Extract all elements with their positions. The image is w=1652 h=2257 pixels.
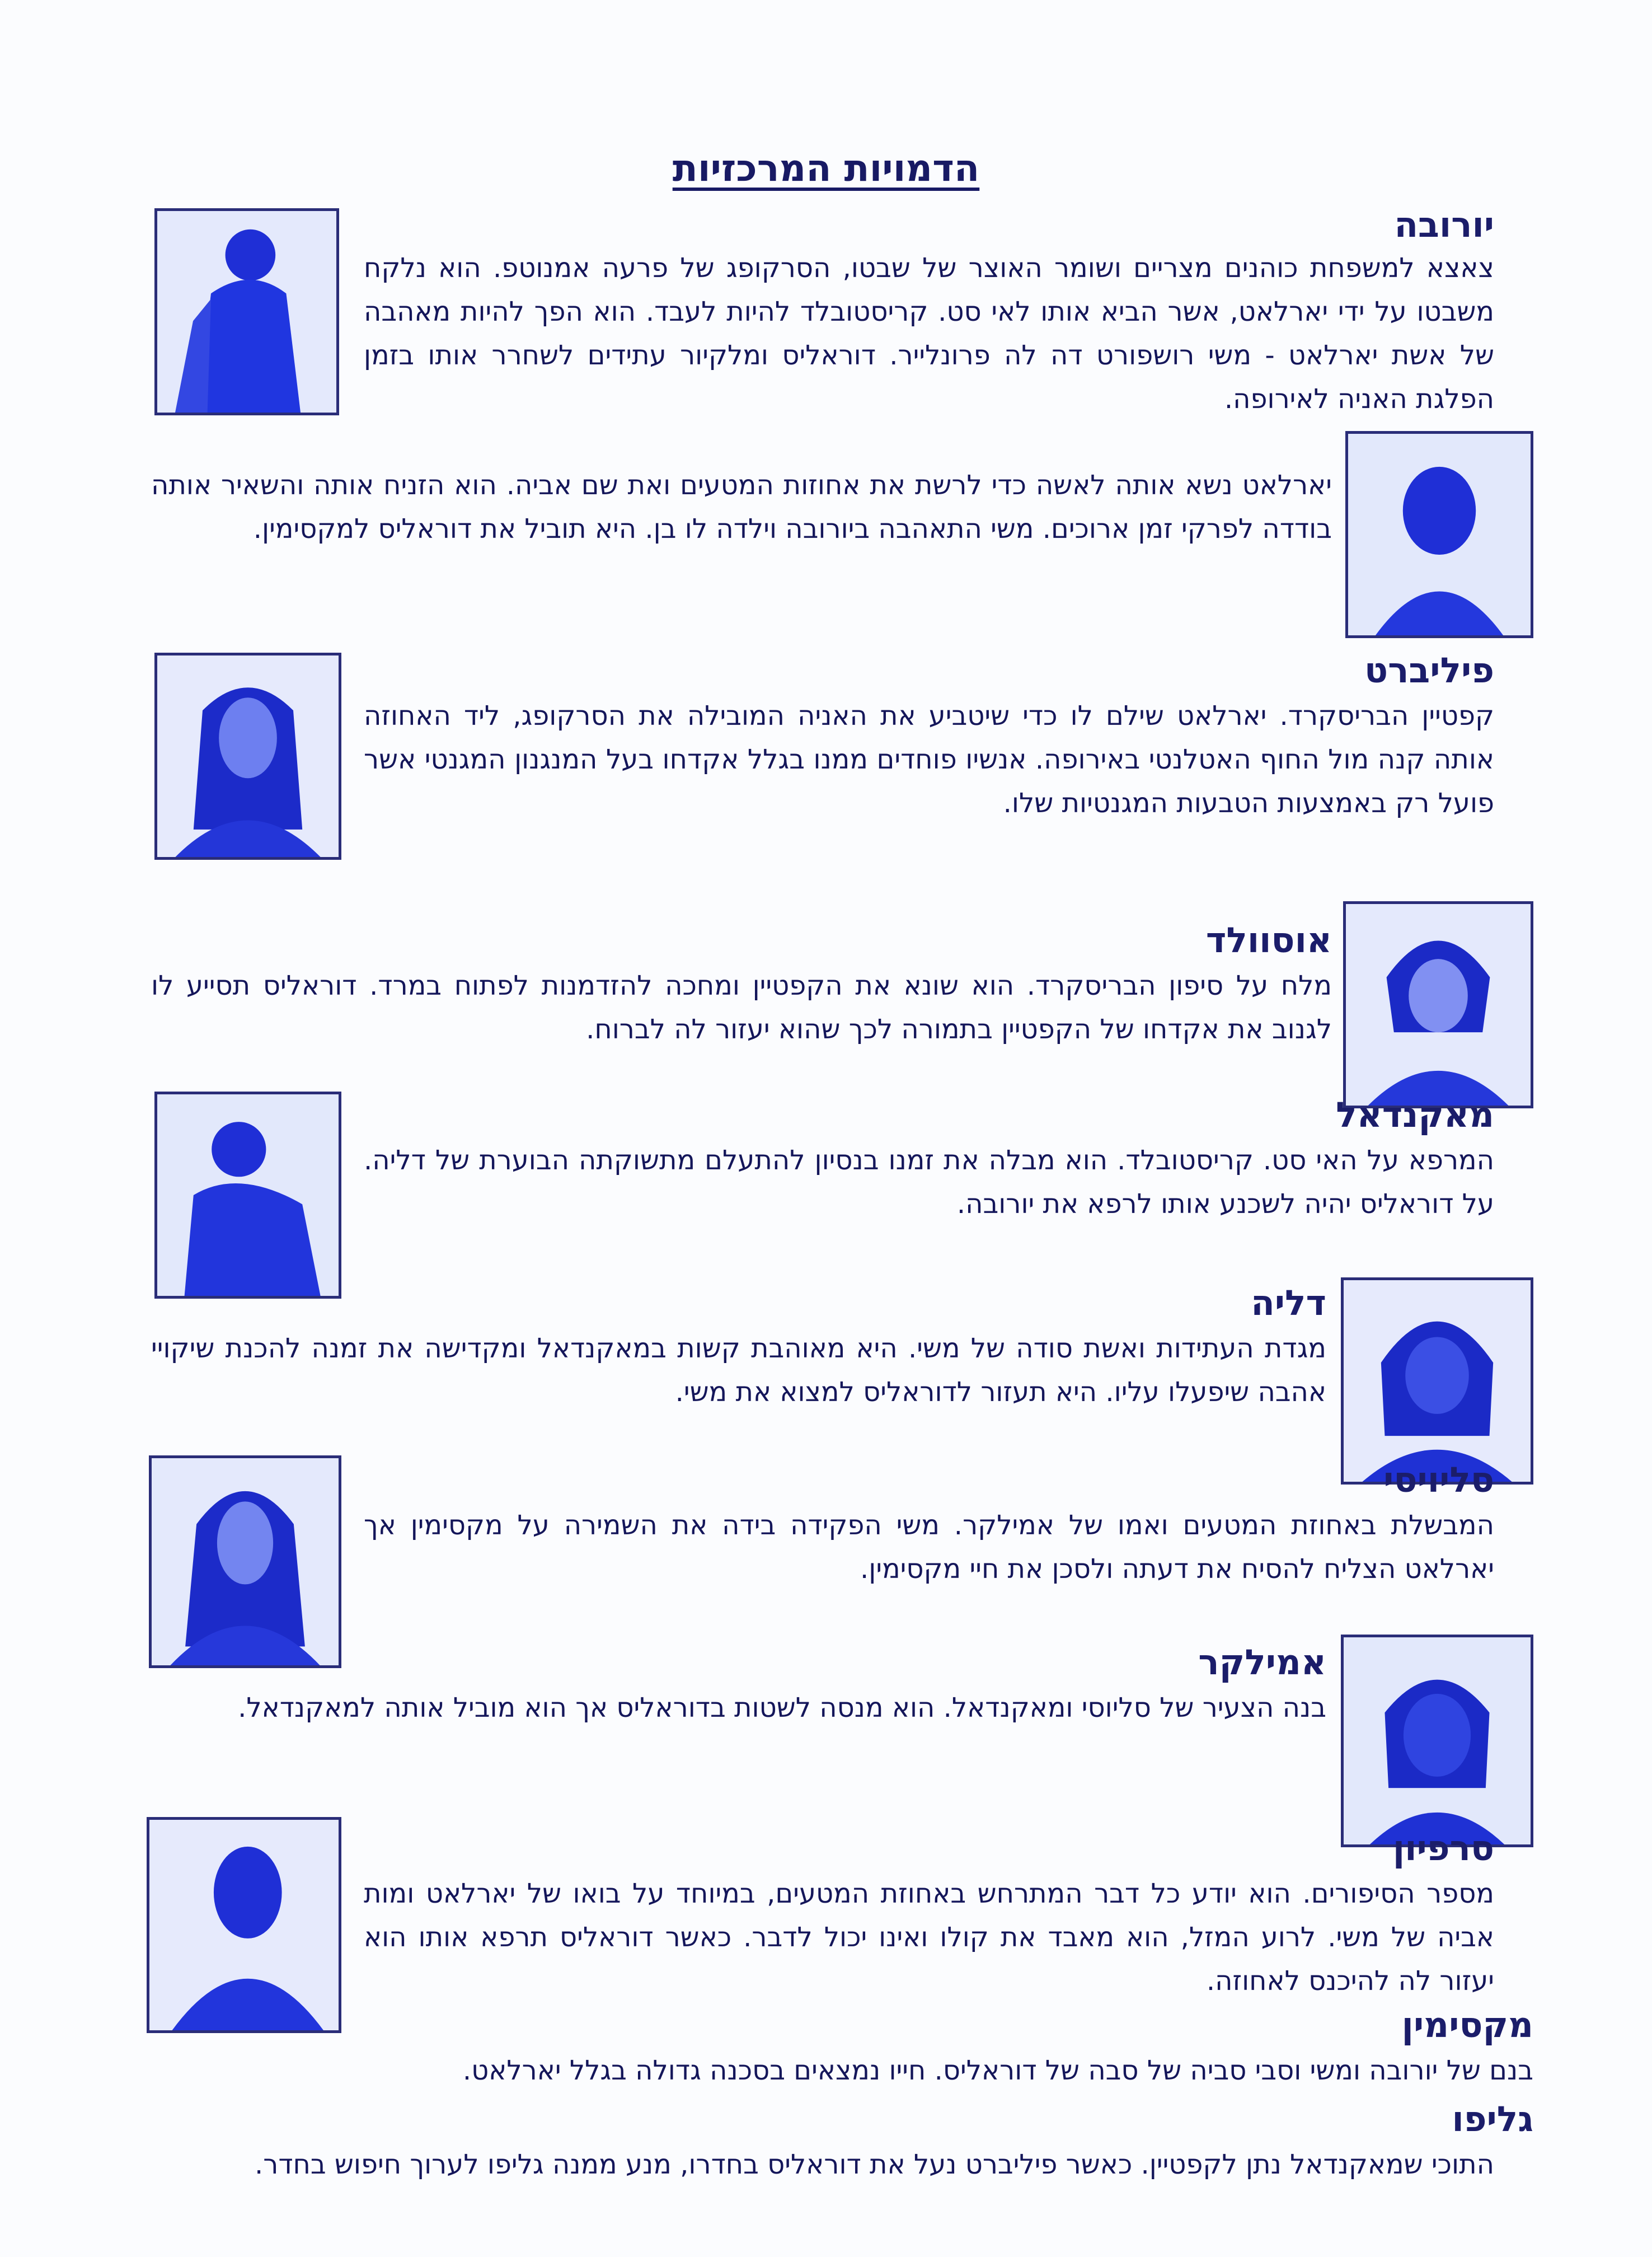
character-name: מקסימין — [1401, 2005, 1533, 2045]
character-description: המרפא על האי סט. קריסטובלד. הוא מבלה את זמנו בנסיון להתעלם מתשוקתה הבוערת של דליה. על דוראליס יהיה לשכנע אותו לרפא את יורובה. — [364, 1145, 1494, 1220]
character-name: יורובה — [1394, 204, 1494, 245]
character-name-glifo — [151, 2097, 1533, 2147]
character-description: יארלאט נשא אותה לאשה כדי לרשת את אחוזות המטעים ואת שם אביה. הוא הזניח אותה והשאיר אותה בודדה לפרקי זמן ארוכים. משי התאהבה ביורובה וילדה לו בן. היא תוביל את דוראליס למקסימין. — [151, 470, 1332, 545]
character-name — [151, 420, 1494, 465]
character-description: קפטיין הבריסקרד. יארלאט שילם לו כדי שיטביע את האניה המובילה את הסרקופג, ליד האחוזה אותה קנה מול החוף האטלנטי באירופה. אנשיו פוחדים ממנו בגלל אקדחו בעל המנגנון המגנטי אשר פועל רק באמצעות הטבעות המגנטיות שלו. — [364, 700, 1494, 819]
character-name-dalia — [151, 1281, 1326, 1331]
character-name: אוסוולד — [1205, 920, 1332, 961]
character-description: התוכי שמאקנדאל נתן לקפטיין. כאשר פיליברט נעל את דוראליס בחדרו, מנע ממנה גליפו לערוך חיפוש בחדר. — [254, 2149, 1494, 2180]
portrait-makandal — [154, 1092, 341, 1299]
character-text-serapion — [364, 1872, 1494, 2003]
character-name-maximin — [151, 2003, 1533, 2053]
character-text-dalia — [151, 1327, 1326, 1414]
character-description: בנם של יורובה ומשי וסבי סביה של סבה של דוראליס. חייו נמצאים בסכנה גדולה בגלל יארלאט. — [462, 2055, 1533, 2086]
character-name-selioussi — [364, 1458, 1494, 1508]
portrait-amilcar — [1341, 1635, 1533, 1847]
character-description: צאצא למשפחת כוהנים מצריים ושומר האוצר של שבטו, הסרקופג של פרעה אמנוטפ. הוא נלקח משבטו על ידי יארלאט, אשר הביא אותו לאי סט. קריסטובלד להיות לעבד. הוא הפך להיות מאהבה של אשת יארלאט - משי רושפורט דה לה פרונלייר. דוראליס ומלקיור עתידים לשחרר אותו בזמן הפלגת האניה לאירופה. — [364, 252, 1494, 415]
character-name-amilcar — [151, 1640, 1326, 1691]
portrait-dalia — [1341, 1277, 1533, 1485]
character-text-amilcar — [151, 1686, 1326, 1730]
character-text-selioussi — [151, 1504, 1494, 1591]
character-name: גליפו — [1452, 2099, 1533, 2139]
character-text-glifo — [151, 2143, 1494, 2186]
character-description: מספר הסיפורים. הוא יודע כל דבר המתרחש באחוזת המטעים, במיוחד על בואו של יארלאט ומות אביה של משי. לרוע המזל, הוא מאבד את קולו ואינו יכול לדבר. כאשר דוראליס תרפא אותו הוא יעזור לה להיכנס לאחוזה. — [364, 1878, 1494, 1997]
character-name: סליויסי — [1383, 1459, 1494, 1500]
character-text-maximin — [151, 2049, 1533, 2092]
character-name-makandal — [364, 1093, 1494, 1143]
character-text-yoruba — [364, 246, 1494, 421]
character-text-oswald — [151, 964, 1332, 1051]
portrait-serapion — [147, 1817, 341, 2033]
portrait-philibert — [154, 653, 341, 860]
character-description: מלח על סיפון הבריסקרד. הוא שונא את הקפטיין ומחכה להזדמנות לפתוח במרד. דוראליס תסייע לו לגנוב את אקדחו של הקפטיין בתמורה לכך שהוא יעזור לה לברוח. — [151, 970, 1332, 1045]
character-text-philibert — [364, 694, 1494, 825]
character-description: בנה הצעיר של סליוסי ומאקנדאל. הוא מנסה לשטות בדוראליס אך הוא מוביל אותה למאקנדאל. — [238, 1692, 1326, 1724]
character-text-mashi — [151, 463, 1332, 551]
character-description: מגדת העתידות ואשת סודה של משי. היא מאוהבת קשות במאקנדאל ומקדישה את זמנה להכנת שיקויי אהבה שיפעלו עליו. היא תעזור לדוראליס למצוא את משי. — [151, 1333, 1326, 1408]
character-name-serapion — [364, 1826, 1494, 1876]
character-name: פיליברט — [1364, 650, 1494, 691]
character-name: סרפיון — [1392, 1828, 1494, 1869]
character-entry-yoruba — [151, 203, 1494, 253]
character-name-philibert — [364, 648, 1494, 699]
character-name: אמילקר — [1198, 1642, 1326, 1683]
character-text-makandal — [364, 1139, 1494, 1226]
character-name-mashi — [151, 420, 1494, 470]
portrait-mashi — [1345, 431, 1533, 638]
page-title: הדמויות המרכזיות — [672, 147, 980, 190]
character-name: מאקנדאל — [1336, 1094, 1494, 1135]
character-name-oswald — [151, 918, 1332, 968]
character-name: דליה — [1251, 1282, 1326, 1323]
character-description: המבשלת באחוזת המטעים ואמו של אמילקר. משי הפקידה בידה את השמירה על מקסימין אך יארלאט הצליח להסיח את דעתה ולסכן את חיי מקסימין. — [364, 1510, 1494, 1585]
portrait-oswald — [1343, 901, 1533, 1108]
